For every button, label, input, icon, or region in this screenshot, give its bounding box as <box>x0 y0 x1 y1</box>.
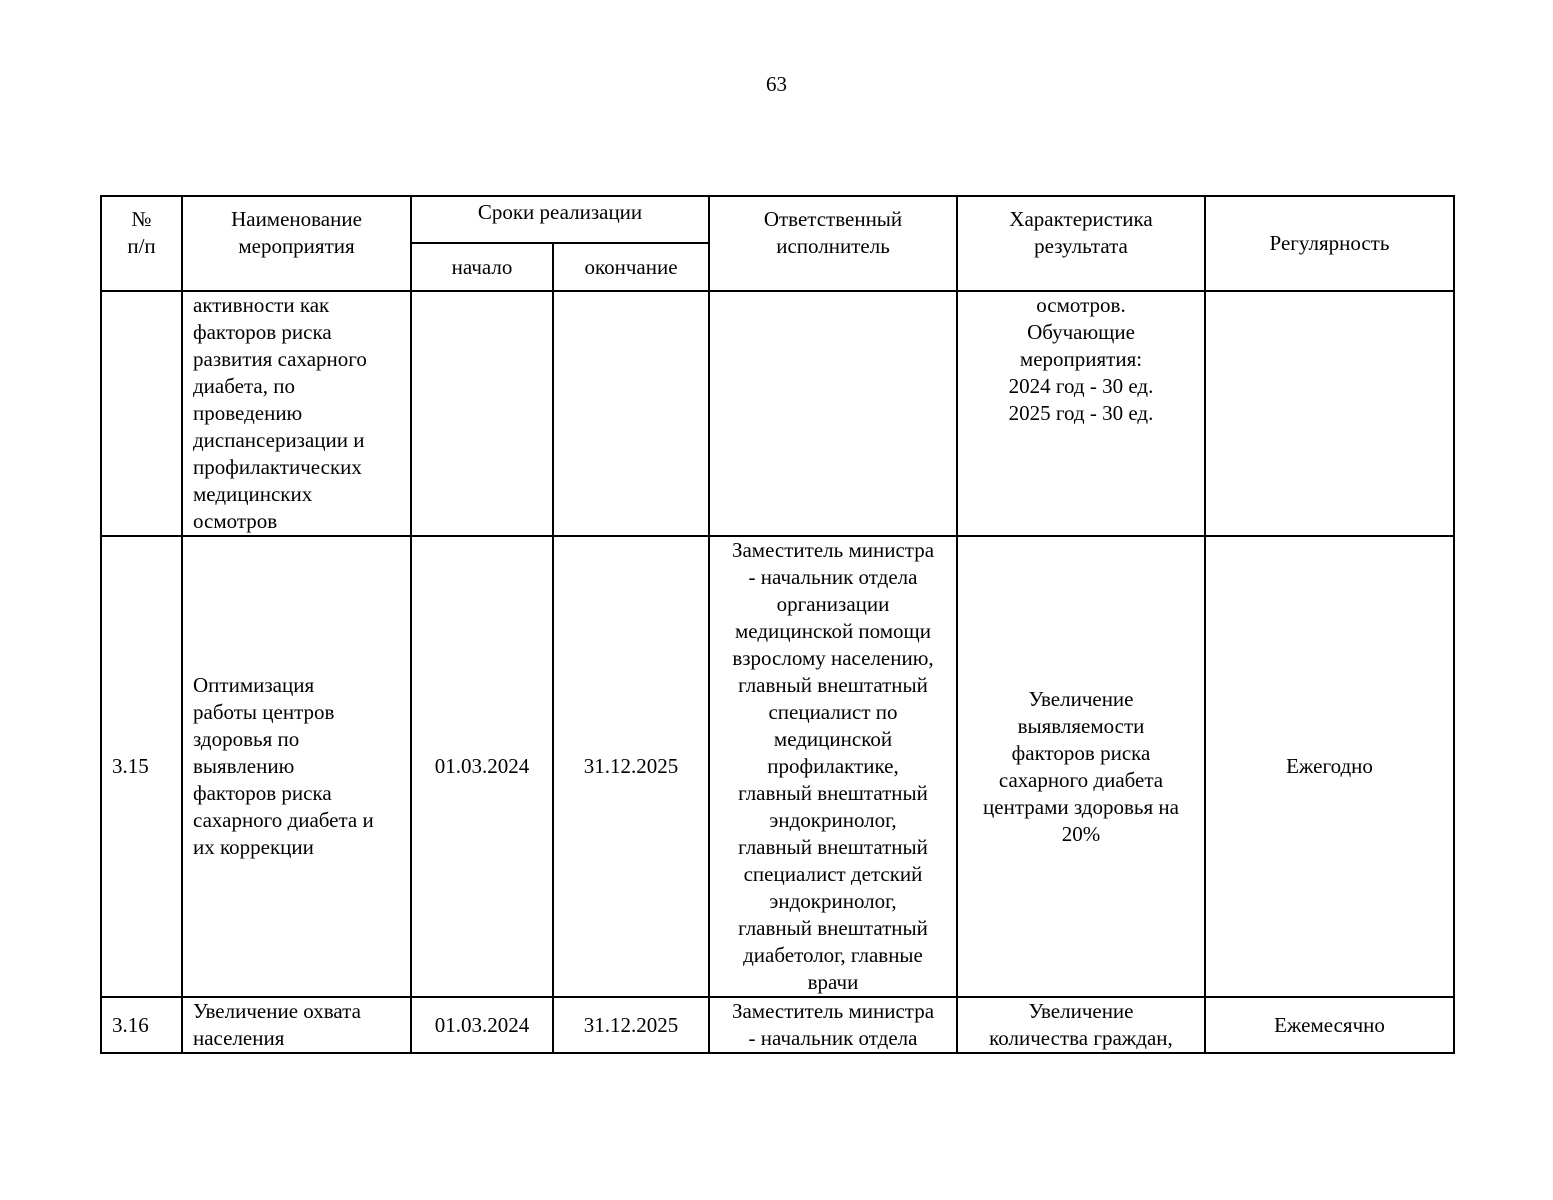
page-number: 63 <box>766 72 787 96</box>
header-start: начало <box>411 243 553 291</box>
row-regularity: Ежегодно <box>1205 536 1454 997</box>
header-regularity: Регулярность <box>1205 196 1454 291</box>
row-name: активности как факторов риска развития сахарного диабета, по проведению диспансеризации и профилактических медицинских осмотров <box>182 291 411 536</box>
header-num: № п/п <box>101 196 182 291</box>
header-result: Характеристика результата <box>957 196 1205 291</box>
row-responsible: Заместитель министра - начальник отдела организации медицинской помощи взрослому населению, главный внештатный специалист по медицинской профилактике, главный внештатный эндокринолог, главный внештатный специалист детский эндокринолог, главный внештатный диабетолог, главные врачи <box>709 536 957 997</box>
header-terms: Сроки реализации <box>411 196 709 243</box>
row-result: осмотров. Обучающие мероприятия: 2024 год - 30 ед. 2025 год - 30 ед. <box>957 291 1205 536</box>
row-result: Увеличение количества граждан, <box>957 997 1205 1053</box>
row-start <box>411 291 553 536</box>
row-result: Увеличение выявляемости факторов риска сахарного диабета центрами здоровья на 20% <box>957 536 1205 997</box>
action-plan-table <box>100 195 1455 1054</box>
row-end: 31.12.2025 <box>553 997 709 1053</box>
header-responsible: Ответственный исполнитель <box>709 196 957 291</box>
row-num: 3.15 <box>101 536 182 997</box>
row-name: Увеличение охвата населения <box>182 997 411 1053</box>
row-num: 3.16 <box>101 997 182 1053</box>
table-row <box>101 536 1454 997</box>
row-start: 01.03.2024 <box>411 997 553 1053</box>
row-responsible <box>709 291 957 536</box>
row-end: 31.12.2025 <box>553 536 709 997</box>
header-end: окончание <box>553 243 709 291</box>
table-row <box>101 291 1454 536</box>
row-num <box>101 291 182 536</box>
row-regularity <box>1205 291 1454 536</box>
row-start: 01.03.2024 <box>411 536 553 997</box>
table-header-row <box>101 196 1454 243</box>
row-end <box>553 291 709 536</box>
row-name: Оптимизация работы центров здоровья по выявлению факторов риска сахарного диабета и их коррекции <box>182 536 411 997</box>
table-row <box>101 997 1454 1053</box>
header-name: Наименование мероприятия <box>182 196 411 291</box>
row-regularity: Ежемесячно <box>1205 997 1454 1053</box>
row-responsible: Заместитель министра - начальник отдела <box>709 997 957 1053</box>
